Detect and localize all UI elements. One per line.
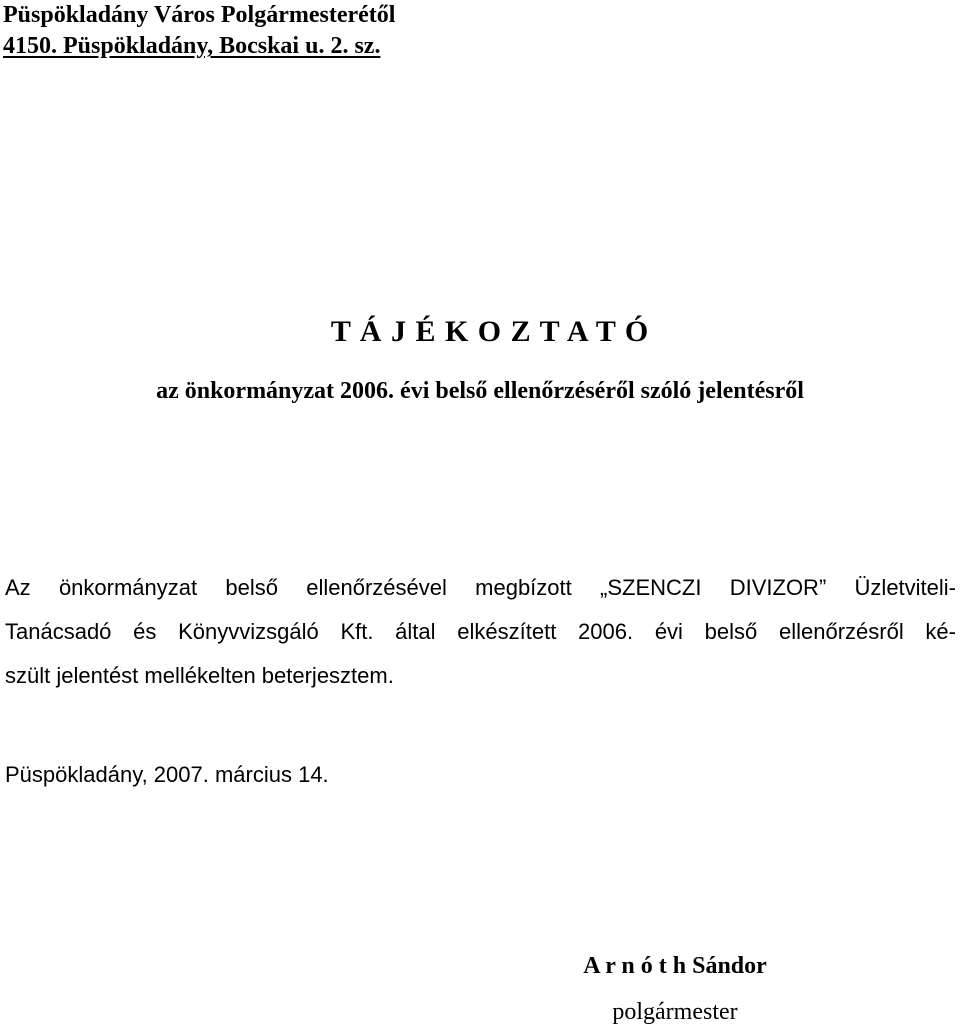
body-paragraph <box>5 566 956 698</box>
document-title: T Á J É K O Z T A T Ó <box>330 315 650 348</box>
body-line-2: Tanácsadó és Könyvvizsgáló Kft. által elkészített 2006. évi belső ellenőrzésről ké- <box>5 619 956 644</box>
sender-address: 4150. Püspökladány, Bocskai u. 2. sz. <box>3 33 381 59</box>
document-subtitle: az önkormányzat 2006. évi belső ellenőrzéséről szóló jelentésről <box>156 378 804 404</box>
body-line-3: szült jelentést mellékelten beterjesztem. <box>5 663 394 688</box>
signature-block <box>560 946 790 1032</box>
sender-block <box>3 0 395 62</box>
sender-name: Püspökladány Város Polgármesterétől <box>3 2 396 28</box>
body-line-1: Az önkormányzat belső ellenőrzésével megbízott „SZENCZI DIVIZOR” Üzletviteli- <box>5 575 956 600</box>
date-line: Püspökladány, 2007. március 14. <box>5 762 329 787</box>
signatory-name: A r n ó t h Sándor <box>583 953 767 979</box>
signatory-role: polgármester <box>612 999 738 1025</box>
